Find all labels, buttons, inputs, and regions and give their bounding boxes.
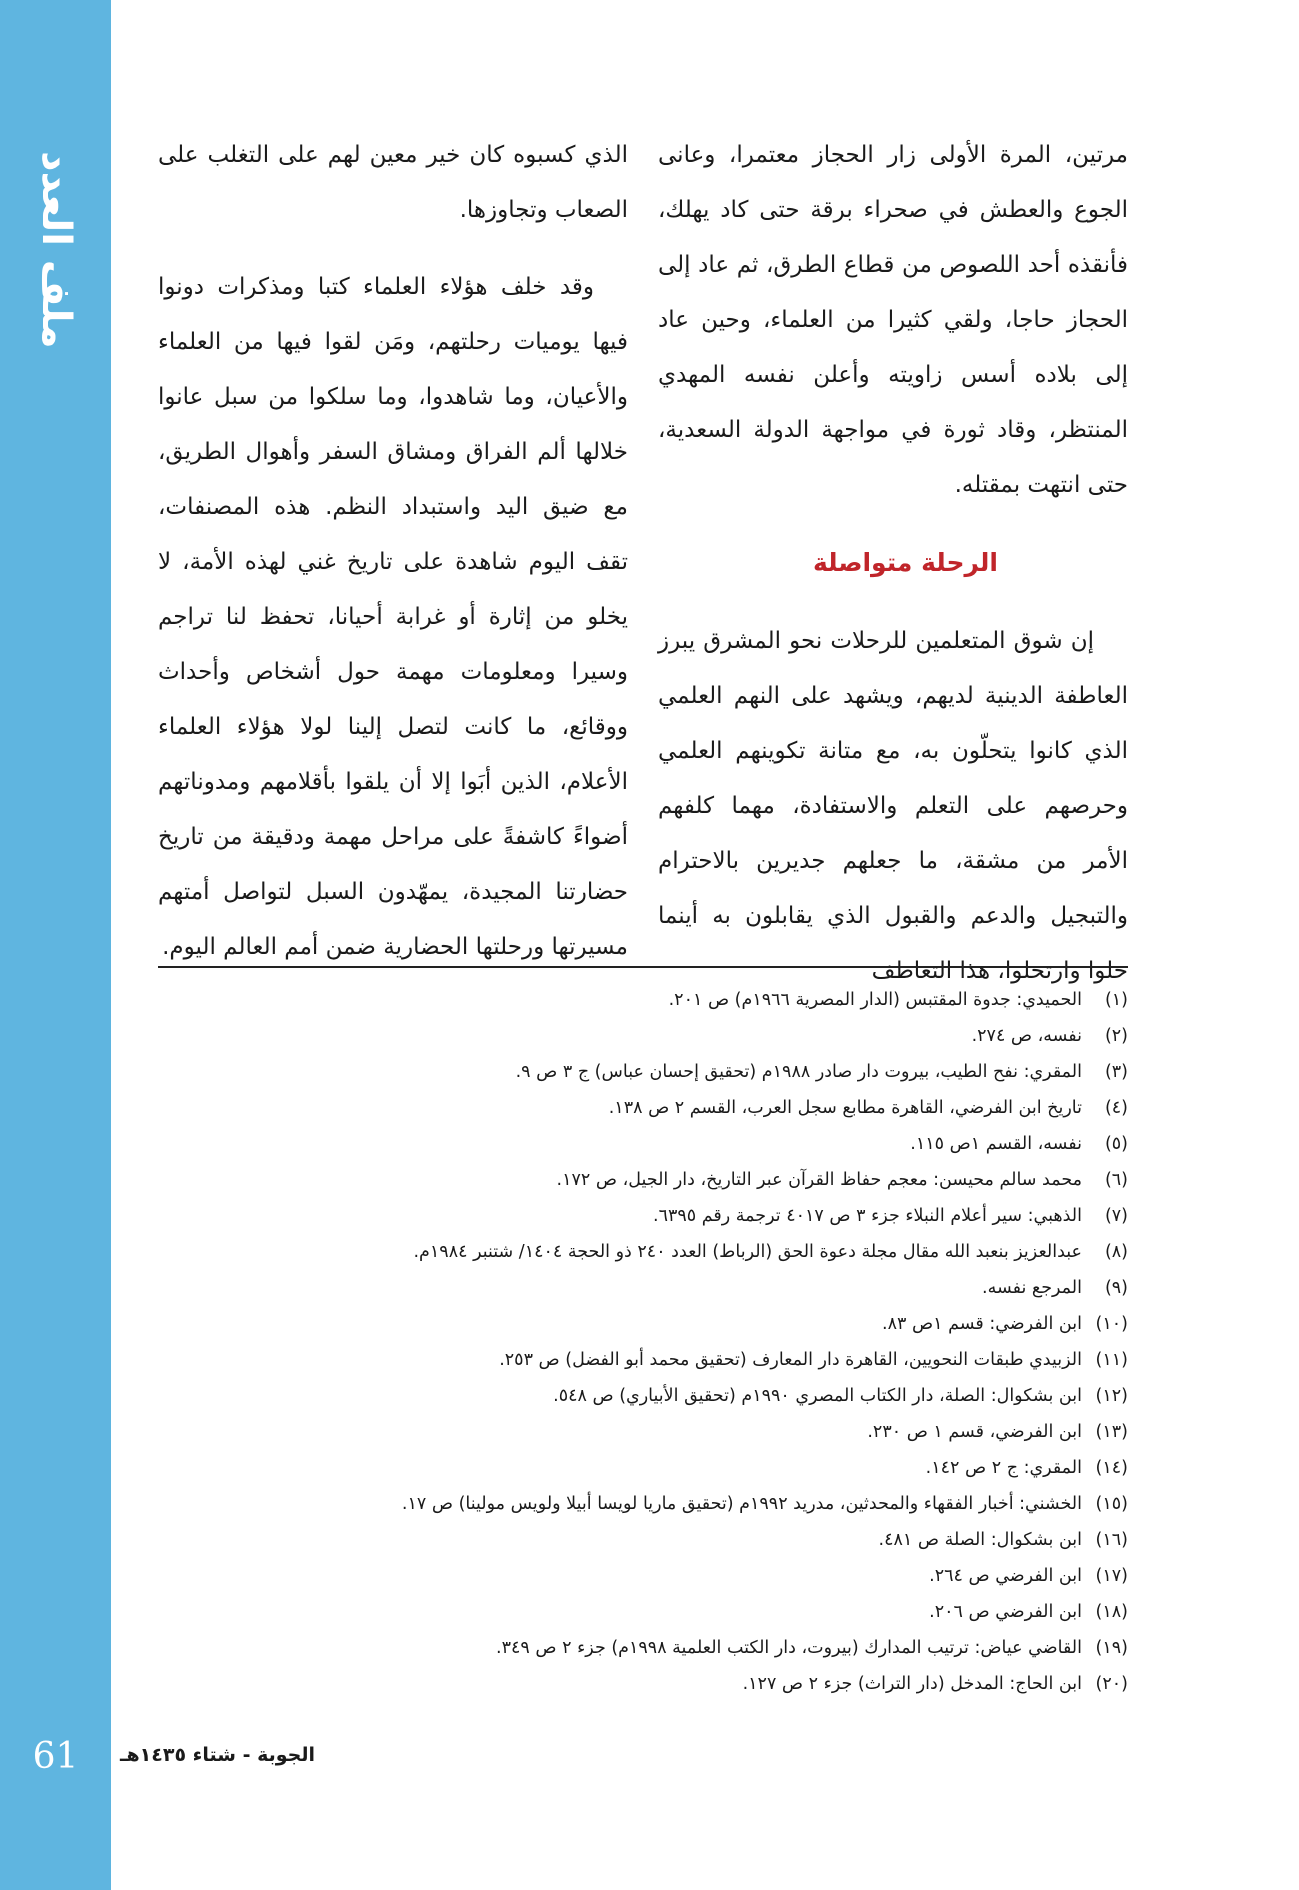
footnote-text: ابن الفرضي ص ٢٠٦.	[929, 1602, 1082, 1622]
footnote-item	[200, 1270, 1128, 1306]
footnote-text: ابن بشكوال: الصلة ص ٤٨١.	[878, 1530, 1082, 1550]
footnote-item	[200, 1090, 1128, 1126]
footnote-number: (٦)	[1104, 1170, 1128, 1190]
footnote-text: ابن الفرضي، قسم ١ ص ٢٣٠.	[867, 1422, 1082, 1442]
footnote-text: ابن بشكوال: الصلة، دار الكتاب المصري ١٩٩٠م (تحقيق الأبياري) ص ٥٤٨.	[553, 1386, 1082, 1406]
footnote-number: (١٩)	[1095, 1638, 1128, 1658]
footnote-text: الزبيدي طبقات النحويين، القاهرة دار المعارف (تحقيق محمد أبو الفضل) ص ٢٥٣.	[499, 1350, 1082, 1370]
footnote-number: (٢)	[1104, 1026, 1128, 1046]
footnote-item	[200, 1018, 1128, 1054]
footnote-number: (١٤)	[1095, 1458, 1128, 1478]
footnote-number: (٩)	[1104, 1278, 1128, 1298]
footnote-number: (٥)	[1104, 1134, 1128, 1154]
footnote-item	[200, 1234, 1128, 1270]
article-column-left	[158, 128, 628, 975]
footnote-text: محمد سالم محيسن: معجم حفاظ القرآن عبر التاريخ، دار الجيل، ص ١٧٢.	[556, 1170, 1082, 1190]
footnote-item	[200, 1522, 1128, 1558]
footnote-text: الحميدي: جدوة المقتبس (الدار المصرية ١٩٦٦م) ص ٢٠١.	[668, 990, 1082, 1010]
footnote-item	[200, 1486, 1128, 1522]
footnote-text: المقري: ج ٢ ص ١٤٢.	[925, 1458, 1082, 1478]
footnote-item	[200, 1378, 1128, 1414]
footnote-text: الخشني: أخبار الفقهاء والمحدثين، مدريد ١٩٩٢م (تحقيق ماريا لويسا أبيلا ولويس مولينا) ص ١٧.	[401, 1494, 1082, 1514]
footnote-item	[200, 1414, 1128, 1450]
article-paragraph: مرتين، المرة الأولى زار الحجاز معتمرا، وعانى الجوع والعطش في صحراء برقة حتى كاد يهلك، فأنقذه أحد اللصوص من قطاع الطرق، ثم عاد إلى الحجاز حاجا، ولقي كثيرا من العلماء، وحين عاد إلى بلاده أسس زاويته وأعلن نفسه المهدي المنتظر، وقاد ثورة في مواجهة الدولة السعدية، حتى انتهت بمقتله.	[658, 142, 1128, 498]
footnote-item	[200, 1558, 1128, 1594]
footnote-number: (٨)	[1104, 1242, 1128, 1262]
footnote-item	[200, 982, 1128, 1018]
footnote-text: الذهبي: سير أعلام النبلاء جزء ٣ ص ٤٠١٧ ترجمة رقم ٦٣٩٥.	[653, 1206, 1082, 1226]
footnote-item	[200, 1162, 1128, 1198]
page-number: 61	[32, 1736, 79, 1777]
footnote-item	[200, 1666, 1128, 1702]
footnote-number: (١٠)	[1095, 1314, 1128, 1334]
footnote-item	[200, 1198, 1128, 1234]
footnote-number: (١٨)	[1095, 1602, 1128, 1622]
footnote-number: (١٣)	[1095, 1422, 1128, 1442]
footnote-text: تاريخ ابن الفرضي، القاهرة مطابع سجل العرب، القسم ٢ ص ١٣٨.	[608, 1098, 1082, 1118]
footnote-item	[200, 1054, 1128, 1090]
article-paragraph: إن شوق المتعلمين للرحلات نحو المشرق يبرز العاطفة الدينية لديهم، ويشهد على النهم العلمي الذي كانوا يتحلّون به، مع متانة تكوينهم العلمي وحرصهم على التعلم والاستفادة، مهما كلفهم الأمر من مشقة، ما جعلهم جديرين بالاحترام والتبجيل والدعم والقبول الذي يقابلون به أينما حلوا وارتحلوا، هذا التعاطف	[658, 628, 1128, 984]
footnote-text: ابن الفرضي: قسم ١ص ٨٣.	[882, 1314, 1082, 1334]
footnote-item	[200, 1450, 1128, 1486]
footnote-number: (٧)	[1104, 1206, 1128, 1226]
footnote-number: (١١)	[1095, 1350, 1128, 1370]
footnote-text: عبدالعزيز بنعبد الله مقال مجلة دعوة الحق (الرباط) العدد ٢٤٠ ذو الحجة ١٤٠٤/ شتنبر ١٩٨٤م.	[413, 1242, 1082, 1262]
footnote-text: المرجع نفسه.	[982, 1278, 1082, 1298]
footnote-text: القاضي عياض: ترتيب المدارك (بيروت، دار الكتب العلمية ١٩٩٨م) جزء ٢ ص ٣٤٩.	[496, 1638, 1082, 1658]
footnote-item	[200, 1306, 1128, 1342]
footnote-number: (١٦)	[1095, 1530, 1128, 1550]
footnote-number: (١٧)	[1095, 1566, 1128, 1586]
footnote-item	[200, 1594, 1128, 1630]
footnotes-list	[200, 982, 1128, 1702]
footnote-item	[200, 1126, 1128, 1162]
footnote-number: (١)	[1104, 990, 1128, 1010]
footnote-number: (٤)	[1104, 1098, 1128, 1118]
article-paragraph: وقد خلف هؤلاء العلماء كتبا ومذكرات دونوا فيها يوميات رحلتهم، ومَن لقوا فيها من العلماء والأعيان، وما شاهدوا، وما سلكوا من سبل عانوا خلالها ألم الفراق ومشاق السفر وأهوال الطريق، مع ضيق اليد واستبداد النظم. هذه المصنفات، تقف اليوم شاهدة على تاريخ غني لهذه الأمة، لا يخلو من إثارة أو غرابة أحيانا، تحفظ لنا تراجم وسيرا ومعلومات مهمة حول أشخاص وأحداث ووقائع، ما كانت لتصل إلينا لولا هؤلاء العلماء الأعلام، الذين أبَوا إلا أن يلقوا بأقلامهم ومدوناتهم أضواءً كاشفةً على مراحل مهمة ودقيقة من تاريخ حضارتنا المجيدة، يمهّدون السبل لتواصل أمتهم مسيرتها ورحلتها الحضارية ضمن أمم العالم اليوم.	[158, 274, 628, 960]
footnote-item	[200, 1342, 1128, 1378]
footnote-number: (١٥)	[1095, 1494, 1128, 1514]
footnote-number: (١٢)	[1095, 1386, 1128, 1406]
footnote-text: ابن الفرضي ص ٢٦٤.	[929, 1566, 1082, 1586]
section-title: ملف العدد	[33, 151, 79, 349]
article-paragraph: الذي كسبوه كان خير معين لهم على التغلب على الصعاب وتجاوزها.	[158, 142, 628, 223]
footnote-number: (٣)	[1104, 1062, 1128, 1082]
section-heading: الرحلة متواصلة	[812, 548, 998, 577]
footnote-text: ابن الحاج: المدخل (دار التراث) جزء ٢ ص ١٢٧.	[742, 1674, 1082, 1694]
footnote-number: (٢٠)	[1095, 1674, 1128, 1694]
footnote-text: نفسه، ص ٢٧٤.	[971, 1026, 1082, 1046]
sidebar-band	[0, 0, 111, 1890]
magazine-issue-label: الجوبة - شتاء ١٤٣٥هـ	[120, 1744, 315, 1766]
footnote-text: المقري: نفح الطيب، بيروت دار صادر ١٩٨٨م (تحقيق إحسان عباس) ج ٣ ص ٩.	[515, 1062, 1082, 1082]
footnote-text: نفسه، القسم ١ص ١١٥.	[910, 1134, 1082, 1154]
footnote-item	[200, 1630, 1128, 1666]
footnotes-divider	[158, 966, 1128, 968]
article-column-right	[658, 128, 1128, 999]
